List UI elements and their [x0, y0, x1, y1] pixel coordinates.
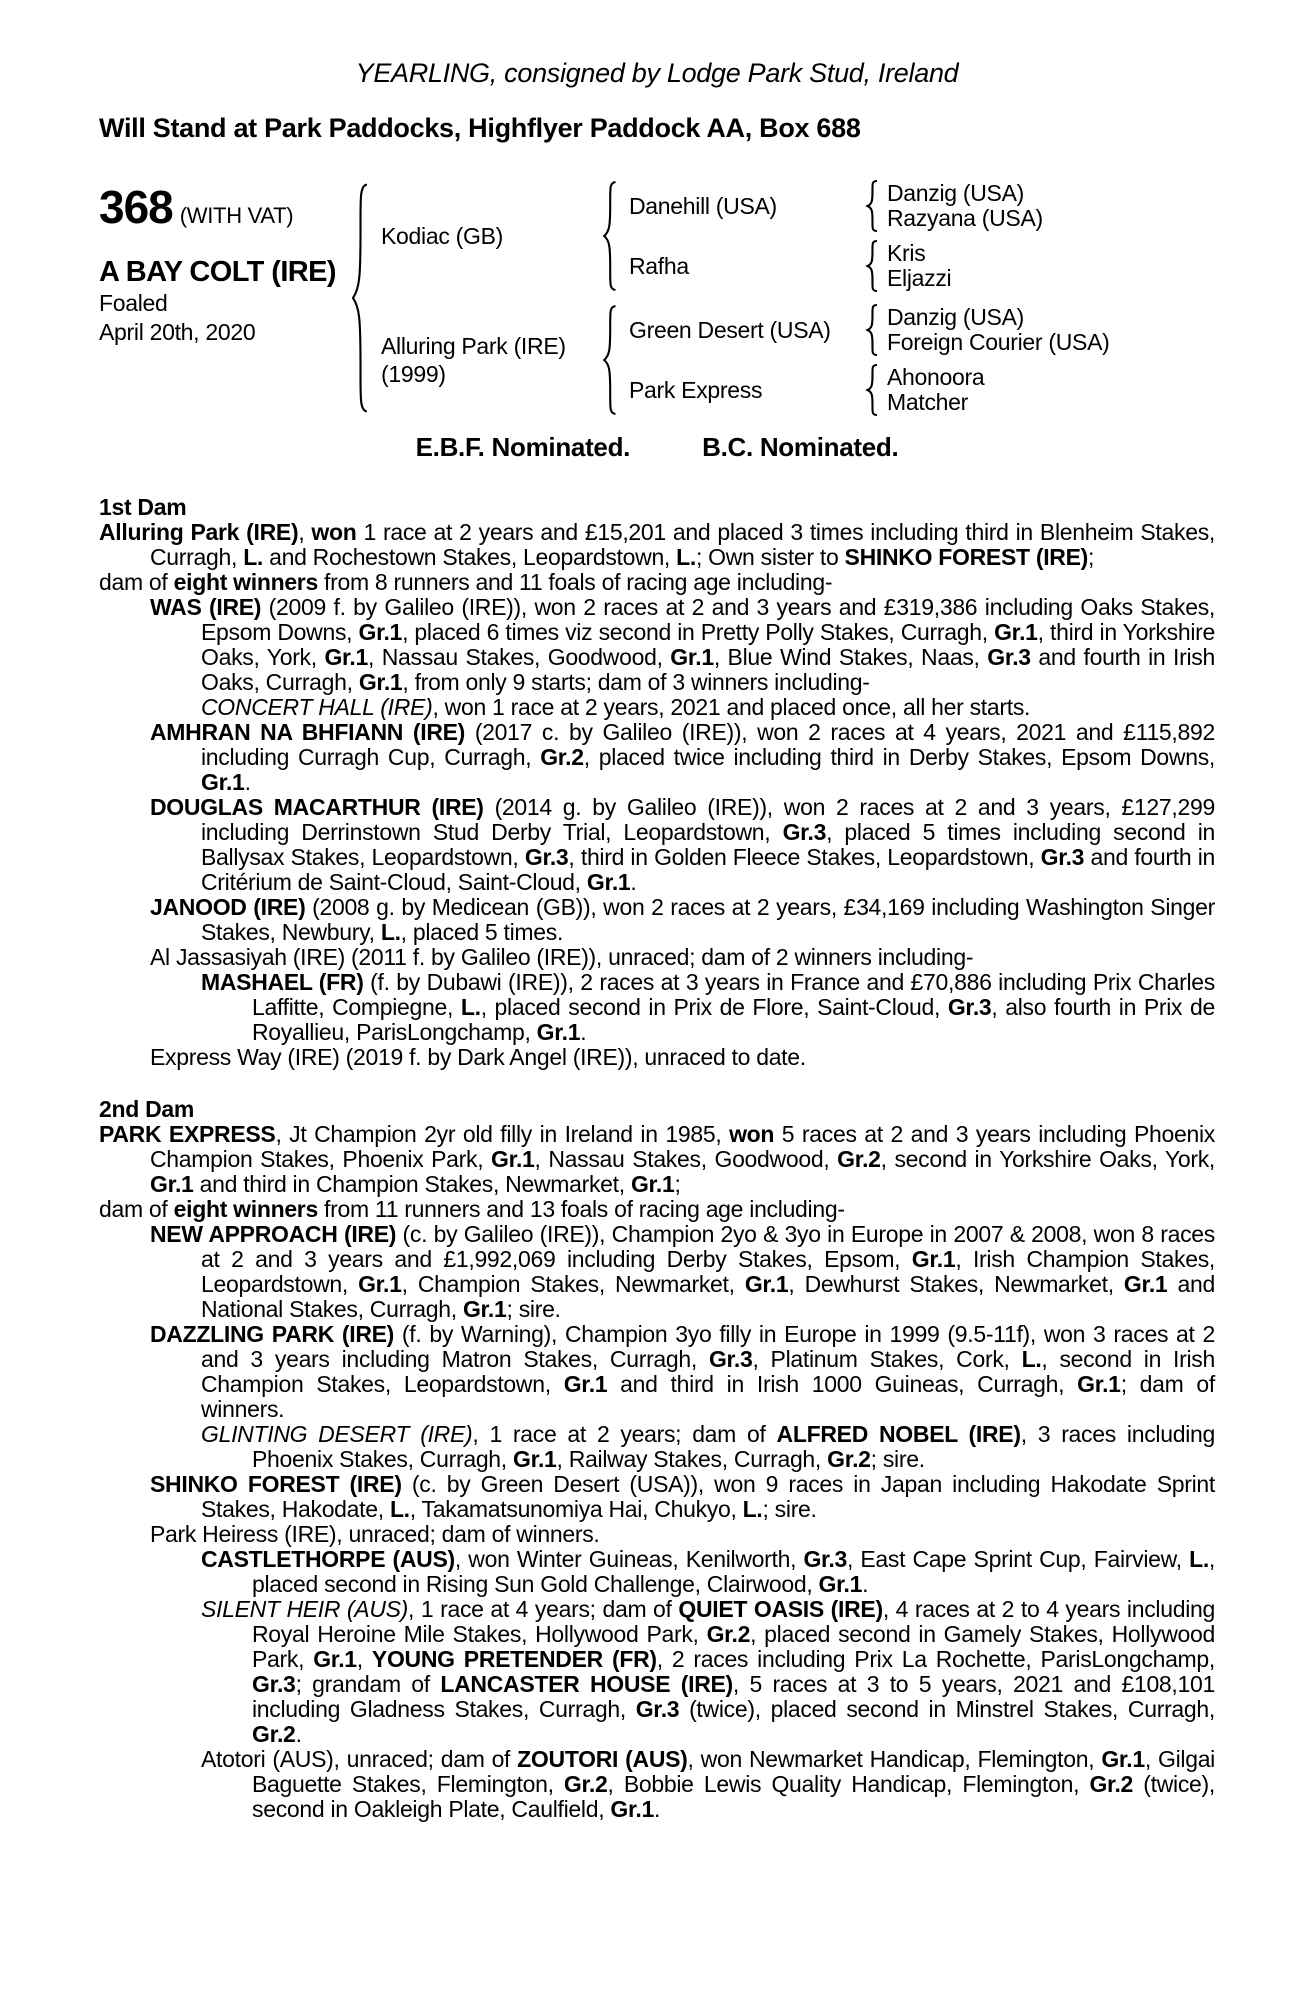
text-segment: Gr.3: [803, 1546, 848, 1572]
text-segment: and fourth in Irish Oaks, Curragh,: [201, 644, 1215, 695]
text-segment: Gr.3: [947, 994, 992, 1020]
text-segment: Gr.2: [837, 1146, 881, 1172]
text-segment: Park Heiress (IRE), unraced; dam of winners.: [150, 1521, 600, 1547]
text-segment: DAZZLING PARK (IRE): [150, 1321, 395, 1347]
text-segment: ZOUTORI (AUS): [517, 1746, 688, 1772]
text-segment: , Bobbie Lewis Quality Handicap, Flemington,: [607, 1771, 1090, 1797]
text-segment: YOUNG PRETENDER (FR): [371, 1646, 657, 1672]
text-segment: Alluring Park (IRE): [99, 519, 299, 545]
text-segment: , won Winter Guineas, Kenilworth,: [454, 1546, 804, 1572]
text-segment: ALFRED NOBEL (IRE): [776, 1421, 1021, 1447]
text-segment: eight winners: [173, 569, 318, 595]
text-segment: , Jt Champion 2yr old filly in Ireland in 1985,: [275, 1121, 730, 1147]
text-segment: (f. by Dubawi (IRE)), 2 races at 3 years in France and £70,886 including Prix Charles Laffitte, Compiegne,: [252, 969, 1216, 1020]
text-segment: L.: [1021, 1346, 1042, 1372]
great-grandsire-name: Danzig (USA): [887, 180, 1024, 206]
text-segment: Gr.2: [540, 744, 584, 770]
text-segment: dam of: [99, 1196, 174, 1222]
text-segment: ; dam of winners.: [201, 1371, 1215, 1422]
text-segment: (2017 c. by Galileo (IRE)), won 2 races at 4 years, 2021 and £115,892 including Curragh Cup, Curragh,: [201, 719, 1215, 770]
text-segment: Gr.1: [358, 669, 403, 695]
text-segment: Gr.1: [818, 1571, 863, 1597]
text-segment: ; sire.: [506, 1296, 561, 1322]
text-segment: SHINKO FOREST (IRE): [150, 1471, 402, 1497]
text-segment: Gr.1: [358, 1271, 402, 1297]
text-segment: , Nassau Stakes, Goodwood,: [534, 1146, 838, 1172]
text-segment: (f. by Warning), Champion 3yo filly in Europe in 1999 (9.5-11f), won 3 races at 2 and 3 years including Matron Stakes, Curragh,: [201, 1321, 1215, 1372]
text-segment: , third in Golden Fleece Stakes, Leopardstown,: [568, 844, 1041, 870]
text-segment: ,: [298, 519, 312, 545]
horse-description: A BAY COLT (IRE): [99, 256, 336, 288]
text-segment: L.: [742, 1496, 763, 1522]
text-segment: Gr.1: [563, 1371, 608, 1397]
text-segment: won: [729, 1121, 775, 1147]
text-segment: Gr.1: [358, 619, 403, 645]
text-segment: ;: [674, 1171, 681, 1197]
pedigree-paragraph: [150, 1222, 1215, 1322]
text-segment: Gr.1: [586, 869, 631, 895]
text-segment: , placed second in Rising Sun Gold Challenge, Clairwood,: [252, 1546, 1216, 1597]
pedigree-paragraph: [99, 570, 1215, 595]
text-segment: , placed second in Prix de Flore, Saint-Cloud,: [480, 994, 948, 1020]
text-segment: Gr.2: [1089, 1771, 1134, 1797]
text-segment: , Dewhurst Stakes, Newmarket,: [788, 1271, 1124, 1297]
text-segment: and fourth in Critérium de Saint-Cloud, Saint-Cloud,: [201, 844, 1215, 895]
text-segment: , also fourth in Prix de Royallieu, ParisLongchamp,: [252, 994, 1215, 1045]
text-segment: WAS (IRE): [150, 594, 262, 620]
text-segment: .: [653, 1796, 661, 1822]
text-segment: Gr.1: [512, 1446, 557, 1472]
text-segment: , placed 5 times.: [400, 919, 564, 945]
pedigree-paragraph: [99, 1122, 1215, 1197]
text-segment: ; Own sister to: [695, 544, 845, 570]
text-segment: , 3 races including Phoenix Stakes, Curragh,: [252, 1421, 1215, 1472]
pedigree-paragraph: [150, 945, 1215, 970]
text-segment: and Rochestown Stakes, Leopardstown,: [263, 544, 677, 570]
text-segment: Gr.3: [1040, 844, 1085, 870]
text-segment: Gr.3: [782, 819, 827, 845]
text-segment: , Takamatsunomiya Hai, Chukyo,: [409, 1496, 743, 1522]
text-segment: ; sire.: [762, 1496, 817, 1522]
text-segment: Gr.1: [150, 1171, 194, 1197]
text-segment: DOUGLAS MACARTHUR (IRE): [150, 794, 484, 820]
text-segment: Gr.3: [635, 1696, 680, 1722]
text-segment: .: [295, 1721, 302, 1747]
sire-branch: [381, 180, 1215, 292]
lot-info: [99, 180, 349, 416]
text-segment: Express Way (IRE) (2019 f. by Dark Angel (IRE)), unraced to date.: [150, 1044, 806, 1070]
text-segment: .: [862, 1571, 869, 1597]
granddam-name: Park Express: [629, 376, 763, 403]
pedigree-paragraph: [150, 1472, 1215, 1522]
text-segment: (twice), placed second in Minstrel Stakes, Curragh,: [679, 1696, 1215, 1722]
text-segment: , third in Yorkshire Oaks, York,: [201, 619, 1215, 670]
bc-nominated: B.C. Nominated.: [702, 432, 899, 462]
dam-year: (1999): [381, 361, 446, 387]
text-segment: Atotori (AUS), unraced; dam of: [201, 1746, 518, 1772]
text-segment: and third in Irish 1000 Guineas, Curragh,: [607, 1371, 1078, 1397]
pedigree-block: [99, 180, 1215, 416]
text-segment: L.: [380, 919, 401, 945]
text-segment: QUIET OASIS (IRE): [678, 1596, 883, 1622]
text-segment: , Champion Stakes, Newmarket,: [401, 1271, 745, 1297]
text-segment: AMHRAN NA BHFIANN (IRE): [150, 719, 466, 745]
text-segment: , Platinum Stakes, Cork,: [752, 1346, 1022, 1372]
text-segment: Gr.1: [1123, 1271, 1168, 1297]
sire-name: Kodiac (GB): [381, 223, 503, 249]
pedigree-paragraph: [201, 1422, 1215, 1472]
text-segment: , won Newmarket Handicap, Flemington,: [687, 1746, 1102, 1772]
grandsire-name: Danehill (USA): [629, 192, 777, 219]
text-segment: (c. by Green Desert (USA)), won 9 races in Japan including Hakodate Sprint Stakes, Hakodate,: [201, 1471, 1215, 1522]
dam-branch: [381, 304, 1215, 416]
pedigree-paragraph: [201, 1547, 1215, 1597]
text-segment: Gr.1: [911, 1246, 956, 1272]
text-segment: ;: [1088, 544, 1095, 570]
text-segment: Gr.1: [462, 1296, 507, 1322]
text-segment: CASTLETHORPE (AUS): [201, 1546, 455, 1572]
foaled-label: Foaled: [99, 290, 168, 316]
text-segment: , 4 races at 2 to 4 years including Royal Heroine Mile Stakes, Hollywood Park,: [252, 1596, 1215, 1647]
dam-name: Alluring Park (IRE): [381, 333, 566, 359]
text-segment: Gr.1: [324, 644, 369, 670]
text-segment: ; sire.: [870, 1446, 925, 1472]
text-segment: (2014 g. by Galileo (IRE)), won 2 races at 2 and 3 years, £127,299 including Derrinstown Stud Derby Trial, Leopardstown,: [201, 794, 1215, 845]
text-segment: SILENT HEIR (AUS): [201, 1596, 409, 1622]
pedigree-paragraph: [201, 695, 1215, 720]
curly-brace-icon: [349, 180, 369, 416]
text-segment: Gr.1: [670, 644, 714, 670]
text-segment: (c. by Galileo (IRE)), Champion 2yo & 3yo in Europe in 2007 & 2008, won 8 races at 2 and 3 years and £1,992,069 including Derby Stakes, Epsom,: [201, 1221, 1215, 1272]
text-segment: , Nassau Stakes, Goodwood,: [368, 644, 671, 670]
text-segment: ; grandam of: [295, 1671, 441, 1697]
text-segment: .: [580, 1019, 587, 1045]
text-segment: CONCERT HALL (IRE): [201, 694, 433, 720]
text-segment: won: [311, 519, 357, 545]
nominations-line: [99, 432, 1215, 463]
pedigree-paragraph: [99, 520, 1215, 570]
text-segment: Gr.1: [1101, 1746, 1145, 1772]
text-segment: Gr.1: [313, 1646, 357, 1672]
ebf-nominated: E.B.F. Nominated.: [415, 432, 631, 462]
text-segment: Gr.2: [563, 1771, 608, 1797]
text-segment: , 1 race at 2 years; dam of: [472, 1421, 777, 1447]
curly-brace-icon: [865, 364, 878, 416]
text-segment: , Blue Wind Stakes, Naas,: [713, 644, 988, 670]
text-segment: (twice), second in Oakleigh Plate, Caulfield,: [252, 1771, 1215, 1822]
text-segment: Gr.1: [630, 1171, 675, 1197]
great-grandsire-name: Ahonoora: [887, 364, 985, 390]
pedigree-paragraph: [150, 895, 1215, 945]
text-segment: Gr.1: [201, 769, 245, 795]
text-segment: Gr.2: [706, 1621, 751, 1647]
text-segment: , placed 5 times including second in Ballysax Stakes, Leopardstown,: [201, 819, 1215, 870]
text-segment: LANCASTER HOUSE (IRE): [440, 1671, 733, 1697]
curly-brace-icon: [601, 304, 617, 416]
text-segment: 5 races at 2 and 3 years including Phoenix Champion Stakes, Phoenix Park,: [150, 1121, 1215, 1172]
text-segment: , won 1 race at 2 years, 2021 and placed once, all her starts.: [432, 694, 1031, 720]
text-segment: from 8 runners and 11 foals of racing age including-: [317, 569, 833, 595]
text-segment: Gr.3: [252, 1671, 296, 1697]
text-segment: , Gilgai Baguette Stakes, Flemington,: [252, 1746, 1215, 1797]
text-segment: , Irish Champion Stakes, Leopardstown,: [201, 1246, 1215, 1297]
text-segment: (2009 f. by Galileo (IRE)), won 2 races at 2 and 3 years and £319,386 including Oaks Stakes, Epsom Downs,: [201, 594, 1215, 645]
curly-brace-icon: [865, 180, 878, 232]
pedigree-paragraph: [150, 1522, 1215, 1547]
text-segment: and third in Champion Stakes, Newmarket,: [193, 1171, 631, 1197]
lot-number: 368: [99, 181, 173, 233]
text-segment: , placed second in Gamely Stakes, Hollywood Park,: [252, 1621, 1215, 1672]
text-segment: , 5 races at 3 to 5 years, 2021 and £108,101 including Gladness Stakes, Curragh,: [252, 1671, 1215, 1722]
text-segment: , second in Yorkshire Oaks, York,: [880, 1146, 1215, 1172]
text-segment: ,: [356, 1646, 372, 1672]
text-segment: Gr.2: [252, 1721, 296, 1747]
grandsire-name: Green Desert (USA): [629, 316, 831, 343]
stand-location-line: Will Stand at Park Paddocks, Highflyer Paddock AA, Box 688: [99, 113, 861, 143]
great-granddam-name: Eljazzi: [887, 265, 952, 291]
pedigree-paragraph: [150, 1045, 1215, 1070]
text-segment: L.: [676, 544, 696, 570]
text-segment: Gr.3: [708, 1346, 753, 1372]
pedigree-paragraph: [150, 1322, 1215, 1422]
text-segment: SHINKO FOREST (IRE): [844, 544, 1089, 570]
text-segment: L.: [389, 1496, 410, 1522]
great-grandsire-name: Kris: [887, 240, 926, 266]
text-segment: , from only 9 starts; dam of 3 winners including-: [402, 669, 870, 695]
text-segment: Gr.1: [490, 1146, 535, 1172]
pedigree-paragraph: [201, 970, 1215, 1045]
pedigree-paragraph: [150, 720, 1215, 795]
text-segment: , second in Irish Champion Stakes, Leopardstown,: [201, 1346, 1215, 1397]
text-segment: , placed 6 times viz second in Pretty Polly Stakes, Curragh,: [402, 619, 995, 645]
pedigree-tree: [349, 180, 1215, 416]
text-segment: L.: [1189, 1546, 1209, 1572]
curly-brace-icon: [601, 180, 617, 292]
text-segment: 1 race at 2 years and £15,201 and placed 3 times including third in Blenheim Stakes, Curragh,: [150, 519, 1216, 570]
pedigree-paragraph: [150, 595, 1215, 695]
text-segment: PARK EXPRESS: [99, 1121, 276, 1147]
great-grandsire-name: Danzig (USA): [887, 304, 1024, 330]
text-segment: , 1 race at 4 years; dam of: [408, 1596, 679, 1622]
curly-brace-icon: [865, 240, 878, 292]
text-segment: , 2 races including Prix La Rochette, ParisLongchamp,: [656, 1646, 1215, 1672]
text-segment: , Railway Stakes, Curragh,: [556, 1446, 828, 1472]
text-segment: from 11 runners and 13 foals of racing age including-: [317, 1196, 845, 1222]
great-granddam-name: Matcher: [887, 389, 968, 415]
text-segment: JANOOD (IRE): [150, 894, 306, 920]
text-segment: GLINTING DESERT (IRE): [201, 1421, 473, 1447]
text-segment: Gr.1: [1077, 1371, 1121, 1397]
text-segment: , East Cape Sprint Cup, Fairview,: [847, 1546, 1190, 1572]
text-segment: Gr.1: [744, 1271, 789, 1297]
text-segment: eight winners: [173, 1196, 318, 1222]
pedigree-paragraph: [201, 1747, 1215, 1822]
text-segment: Gr.1: [536, 1019, 581, 1045]
text-segment: NEW APPROACH (IRE): [150, 1221, 397, 1247]
text-segment: Gr.3: [524, 844, 569, 870]
pedigree-paragraph: [99, 1197, 1215, 1222]
text-segment: .: [630, 869, 637, 895]
vat-note: (WITH VAT): [179, 203, 294, 228]
text-segment: Gr.2: [827, 1446, 871, 1472]
text-segment: Gr.3: [987, 644, 1031, 670]
text-segment: Gr.1: [994, 619, 1038, 645]
text-segment: MASHAEL (FR): [201, 969, 364, 995]
foaled-date: April 20th, 2020: [99, 319, 256, 345]
text-segment: .: [244, 769, 251, 795]
dam-section-heading: 1st Dam: [99, 494, 187, 520]
great-granddam-name: Razyana (USA): [887, 205, 1043, 231]
text-segment: (2008 g. by Medicean (GB)), won 2 races at 2 years, £34,169 including Washington Singer Stakes, Newbury,: [201, 894, 1215, 945]
granddam-name: Rafha: [629, 252, 689, 279]
text-segment: Gr.1: [610, 1796, 654, 1822]
dam-section-heading: 2nd Dam: [99, 1096, 195, 1122]
text-segment: , placed twice including third in Derby Stakes, Epsom Downs,: [583, 744, 1215, 770]
text-segment: L.: [460, 994, 481, 1020]
great-granddam-name: Foreign Courier (USA): [887, 329, 1110, 355]
pedigree-paragraph: [150, 795, 1215, 895]
text-segment: and National Stakes, Curragh,: [201, 1271, 1215, 1322]
consignor-line: YEARLING, consigned by Lodge Park Stud, Ireland: [355, 58, 959, 88]
catalogue-text: [99, 495, 1215, 1822]
text-segment: Al Jassasiyah (IRE) (2011 f. by Galileo (IRE)), unraced; dam of 2 winners including-: [150, 944, 974, 970]
curly-brace-icon: [865, 304, 878, 356]
text-segment: dam of: [99, 569, 174, 595]
text-segment: L.: [243, 544, 264, 570]
pedigree-paragraph: [201, 1597, 1215, 1747]
